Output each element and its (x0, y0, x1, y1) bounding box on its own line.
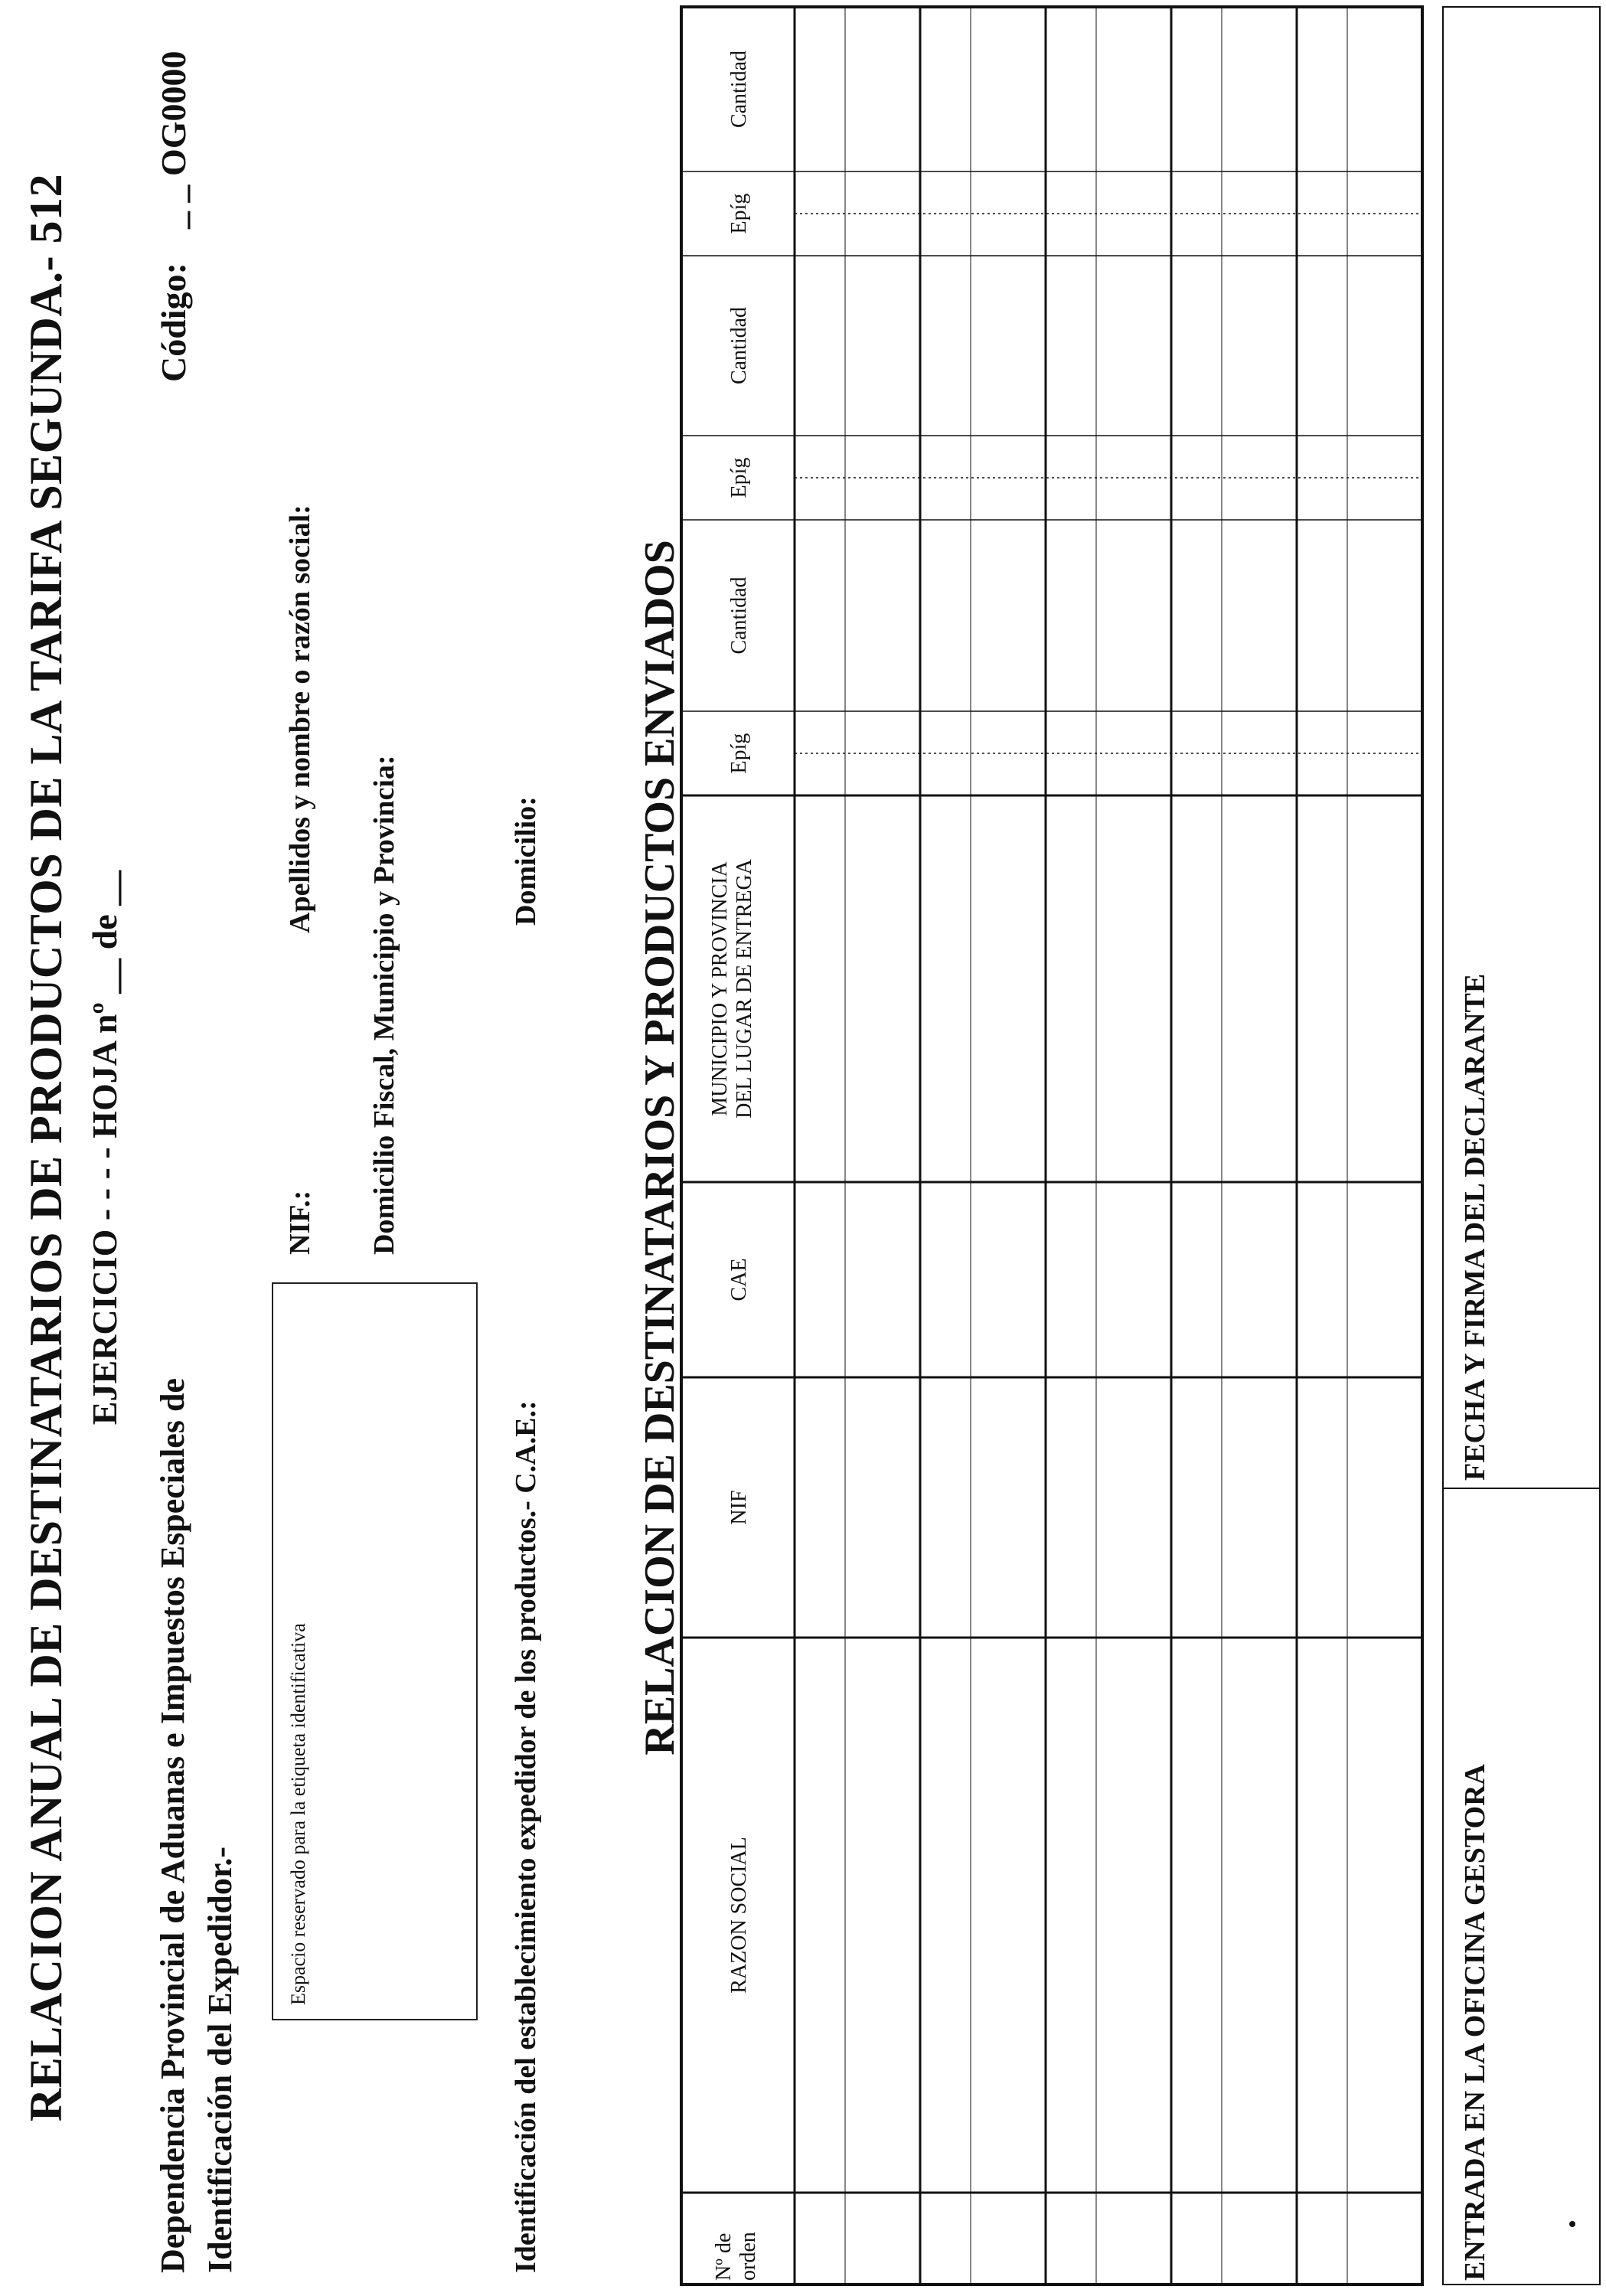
col-header-epig-3: Epíg (727, 193, 751, 234)
fecha-firma-label: FECHA Y FIRMA DEL DECLARANTE (1459, 973, 1491, 1481)
col-header-cantidad-1: Cantidad (727, 576, 751, 655)
domicilio-fiscal-field-label[interactable]: Domicilio Fiscal, Municipio y Provincia: (368, 755, 400, 1255)
col-header-orden: Nº de orden (712, 2232, 761, 2281)
establecimiento-domicilio-label[interactable]: Domicilio: (510, 796, 542, 926)
codigo-value: _ _ OG0000 (154, 51, 193, 229)
col-header-cantidad-2: Cantidad (727, 306, 751, 385)
col-header-epig-1: Epíg (727, 733, 751, 774)
col-header-municipio: MUNICIPIO Y PROVINCIA DEL LUGAR DE ENTREGA (708, 859, 757, 1119)
nif-field-label[interactable]: NIF.: (284, 1190, 316, 1255)
dependencia-label: Dependencia Provincial de Aduanas e Impuestos Especiales de (154, 1378, 191, 2273)
scan-dot (1569, 2221, 1575, 2227)
codigo-label: Código: (154, 263, 193, 382)
apellidos-field-label[interactable]: Apellidos y nombre o razón social: (284, 505, 316, 933)
label-box-text: Espacio reservado para la etiqueta identificativa (287, 1623, 309, 2005)
entrada-oficina-label: ENTRADA EN LA OFICINA GESTORA (1459, 1763, 1491, 2281)
establecimiento-cae-label[interactable]: Identificación del establecimiento expedidor de los productos.- C.A.E.: (510, 1400, 542, 2273)
col-header-epig-2: Epíg (727, 457, 751, 498)
relacion-section-title: RELACION DE DESTINATARIOS Y PRODUCTOS ENVIADOS (636, 540, 684, 1755)
col-header-razon-social: RAZON SOCIAL (727, 1837, 751, 1994)
form-title: RELACION ANUAL DE DESTINATARIOS DE PRODUCTOS DE LA TARIFA SEGUNDA.- 512 (21, 173, 71, 2122)
col-header-nif: NIF (727, 1490, 751, 1525)
form-subtitle: EJERCICIO - - - - HOJA nº __ de __ (85, 870, 124, 1426)
col-header-cae: CAE (727, 1258, 751, 1302)
identificacion-expedidor-label: Identificación del Expedidor.- (201, 1847, 239, 2273)
col-header-cantidad-3: Cantidad (727, 50, 751, 129)
